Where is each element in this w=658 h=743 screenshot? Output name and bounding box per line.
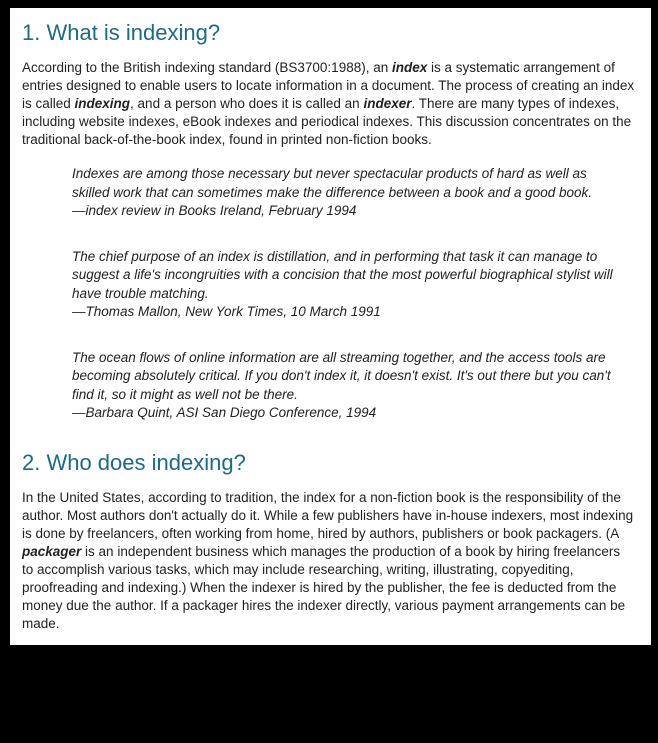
text-segment: . There are many types of indexes, including website indexes, eBook indexes and periodical indexes. This discussion concentrates on the traditional back-of-the-book index, found in printed non-fiction books. bbox=[22, 96, 632, 147]
quote-attribution: —index review in Books Ireland, February 1994 bbox=[72, 203, 357, 218]
quote-text: Indexes are among those necessary but never spectacular products of hard as well as skilled work that can sometimes make the difference between a book and a good book. bbox=[72, 166, 593, 200]
quote-text: The chief purpose of an index is distillation, and in performing that task it can manage to suggest a life's incongruities with a concision that the most powerful biographical stylist will have trouble matching. bbox=[72, 248, 613, 301]
quote-books-ireland bbox=[72, 165, 617, 221]
quote-thomas-mallon bbox=[72, 248, 617, 322]
text-segment: In the United States, according to tradition, the index for a non-fiction book is the responsibility of the author. Most authors don't actually do it. While a few publishers have in-house indexers, most indexing is done by freelancers, often working from home, hired by authors, publishers or book packagers. (A bbox=[22, 489, 634, 541]
section-2-body-paragraph bbox=[22, 489, 635, 633]
text-segment: is a systematic arrangement of entries designed to enable users to locate information in a document. The process of creating an index is called bbox=[22, 60, 635, 111]
text-segment: , and a person who does it is called an bbox=[130, 96, 364, 111]
quote-barbara-quint bbox=[72, 349, 617, 423]
term-index: index bbox=[391, 60, 428, 75]
section-2-heading: 2. Who does indexing? bbox=[22, 449, 246, 475]
section-1-intro-paragraph bbox=[22, 59, 635, 149]
quote-text: The ocean flows of online information are all streaming together, and the access tools are becoming absolutely critical. If you don't index it, it doesn't exist. It's out there but you can't find it, so it might as well not be there. bbox=[72, 349, 611, 402]
quote-attribution: —Thomas Mallon, New York Times, 10 March 1991 bbox=[72, 304, 381, 319]
quote-attribution: —Barbara Quint, ASI San Diego Conference, 1994 bbox=[72, 405, 377, 420]
term-indexer: indexer bbox=[363, 96, 412, 111]
text-segment: According to the British indexing standard (BS3700:1988), an bbox=[22, 60, 392, 75]
text-segment: is an independent business which manages the production of a book by hiring freelancers to accomplish various tasks, which may include researching, writing, illustrating, copyediting, proofreading and indexing.) When the indexer is hired by the publisher, the fee is deducted from the money due the author. If a packager hires the indexer directly, various payment arrangements can be made. bbox=[22, 543, 626, 631]
term-packager: packager bbox=[22, 543, 82, 559]
document-content bbox=[10, 8, 651, 645]
section-1-heading: 1. What is indexing? bbox=[22, 20, 221, 45]
term-indexing: indexing bbox=[74, 96, 131, 111]
